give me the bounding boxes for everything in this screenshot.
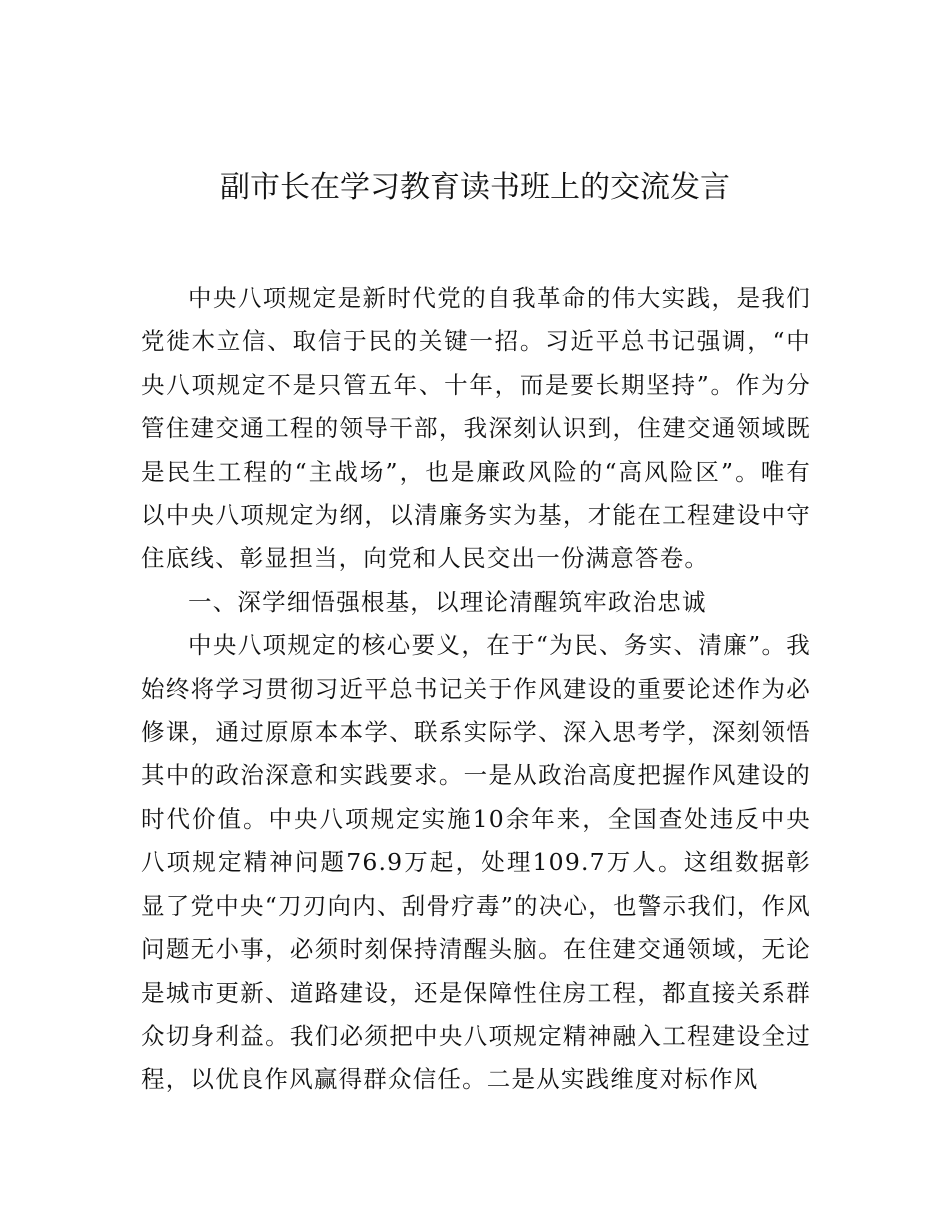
document-title: 副市长在学习教育读书班上的交流发言 (220, 170, 730, 205)
paragraph-intro: 中央八项规定是新时代党的自我革命的伟大实践，是我们党徙木立信、取信于民的关键一招。习近平总书记强调，“中央八项规定不是只管五年、十年，而是要长期坚持”。作为分管住建交通工程的领导干部，我深刻认识到，住建交通领域既是民生工程的“主战场”，也是廉政风险的“高风险区”。唯有以中央八项规定为纲，以清廉务实为基，才能在工程建设中守住底线、彰显担当，向党和人民交出一份满意答卷。 (141, 284, 811, 573)
paragraph-section-1: 中央八项规定的核心要义，在于“为民、务实、清廉”。我始终将学习贯彻习近平总书记关于作风建设的重要论述作为必修课，通过原原本本学、联系实际学、深入思考学，深刻领悟其中的政治深意和实践要求。一是从政治高度把握作风建设的时代价值。中央八项规定实施10余年来，全国查处违反中央八项规定精神问题76.9万起，处理109.7万人。这组数据彰显了党中央“刀刃向内、刮骨疗毒”的决心，也警示我们，作风问题无小事，必须时刻保持清醒头脑。在住建交通领域，无论是城市更新、道路建设，还是保障性住房工程，都直接关系群众切身利益。我们必须把中央八项规定精神融入工程建设全过程，以优良作风赢得群众信任。二是从实践维度对标作风 (141, 631, 811, 1094)
section-heading-1: 一、深学细悟强根基，以理论清醒筑牢政治忠诚 (188, 587, 707, 616)
document-body (141, 277, 811, 1102)
